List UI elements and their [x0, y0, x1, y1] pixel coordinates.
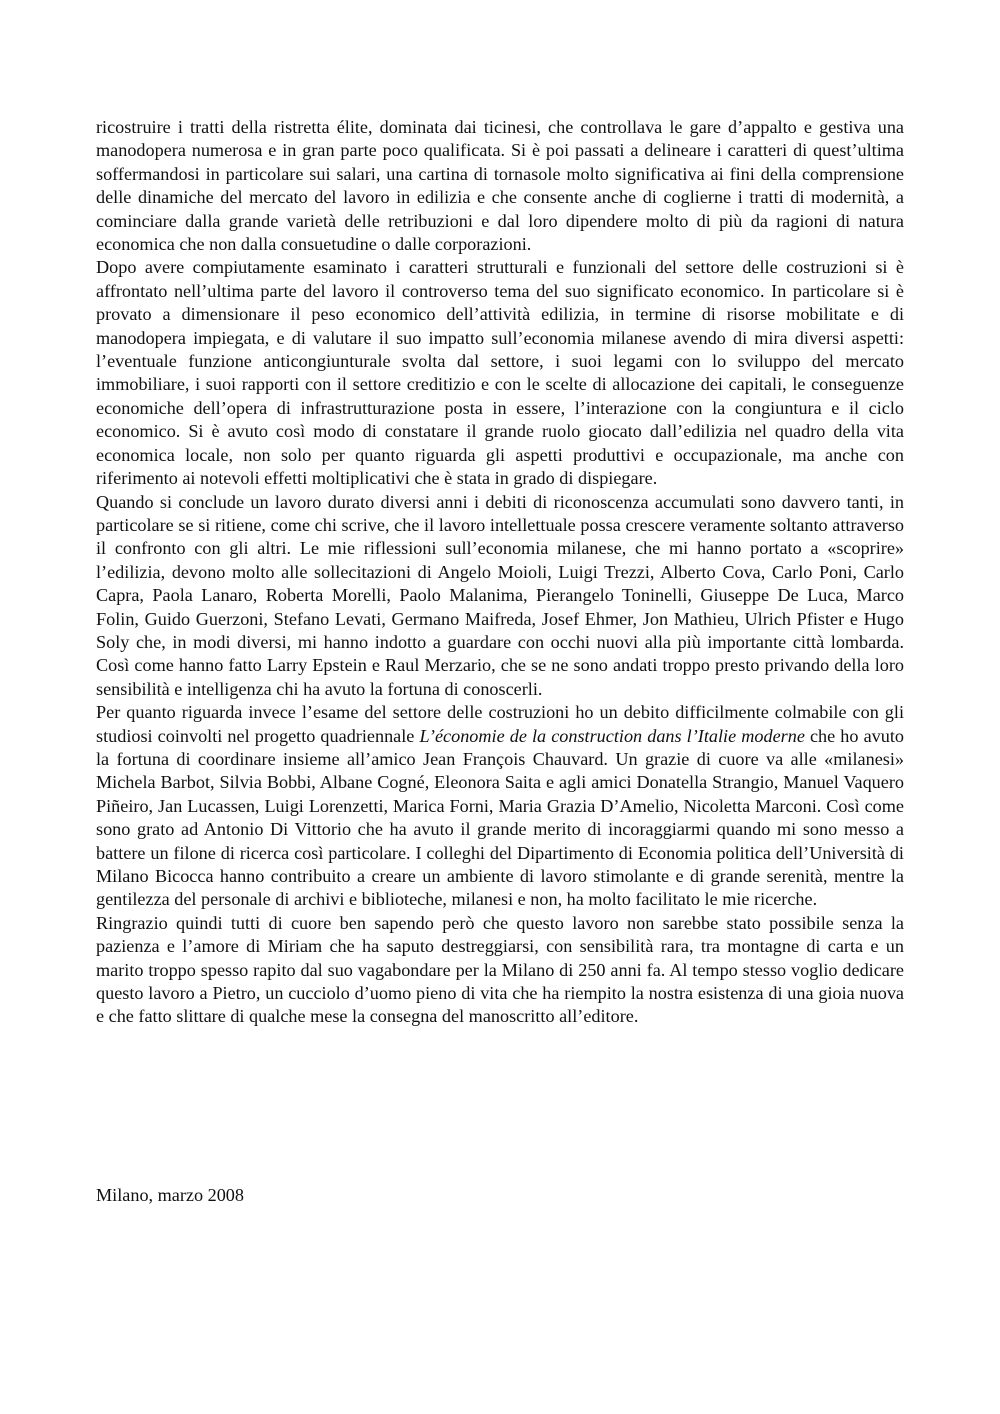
document-body	[96, 116, 904, 1029]
place-date-signature: Milano, marzo 2008	[96, 1185, 244, 1205]
paragraph-1: ricostruire i tratti della ristretta élite, dominata dai ticinesi, che controllava le gare d’appalto e gestiva una manodopera numerosa e in gran parte poco qualificata. Si è poi passati a delineare i caratteri di quest’ultima soffermandosi in particolare sui salari, una cartina di tornasole molto significativa ai fini della comprensione delle dinamiche del mercato del lavoro in edilizia e che consente anche di coglierne i tratti di modernità, a cominciare dalla grande varietà delle retribuzioni e dal loro dipendere molto di più da ragioni di natura economica che non dalla consuetudine o dalle corporazioni.	[96, 117, 904, 255]
project-title: L’économie de la construction dans l’Italie moderne	[419, 725, 805, 746]
paragraph-3: Quando si conclude un lavoro durato diversi anni i debiti di riconoscenza accumulati sono davvero tanti, in particolare se si ritiene, come chi scrive, che il lavoro intellettuale possa crescere veramente soltanto attraverso il confronto con gli altri. Le mie riflessioni sull’economia milanese, che mi hanno portato a «scoprire» l’edilizia, devono molto alle sollecitazioni di Angelo Moioli, Luigi Trezzi, Alberto Cova, Carlo Poni, Carlo Capra, Paola Lanaro, Roberta Morelli, Paolo Malanima, Pierangelo Toninelli, Giuseppe De Luca, Marco Folin, Guido Guerzoni, Stefano Levati, Germano Maifreda, Josef Ehmer, Jon Mathieu, Ulrich Pfister e Hugo Soly che, in modi diversi, mi hanno indotto a guardare con occhi nuovi alla più importante città lombarda. Così come hanno fatto Larry Epstein e Raul Merzario, che se ne sono andati troppo presto privando della loro sensibilità e intelligenza chi ha avuto la fortuna di conoscerli.	[96, 491, 904, 699]
paragraph-4-text-after: che ho avuto la fortuna di coordinare insieme all’amico Jean François Chauvard. Un grazie di cuore va alle «milanesi» Michela Barbot, Silvia Bobbi, Albane Cogné, Eleonora Saita e agli amici Donatella Strangio, Manuel Vaquero Piñeiro, Jan Lucassen, Luigi Lorenzetti, Marica Forni, Maria Grazia D’Amelio, Nicoletta Marconi. Così come sono grato ad Antonio Di Vittorio che ha avuto il grande merito di incoraggiarmi quando mi sono messo a battere un filone di ricerca così particolare. I colleghi del Dipartimento di Economia politica dell’Università di Milano Bicocca hanno contribuito a creare un ambiente di lavoro stimolante e di grande serenità, mentre la gentilezza del personale di archivi e biblioteche, milanesi e non, ha molto facilitato le mie ricerche.	[96, 725, 904, 910]
paragraph-2: Dopo avere compiutamente esaminato i caratteri strutturali e funzionali del settore delle costruzioni si è affrontato nell’ultima parte del lavoro il controverso tema del suo significato economico. In particolare si è provato a dimensionare il peso economico dell’attività edilizia, in termine di risorse mobilitate e di manodopera impiegata, e di valutare il suo impatto sull’economia milanese avendo di mira diversi aspetti: l’eventuale funzione anticongiunturale svolta dal settore, i suoi legami con lo sviluppo del mercato immobiliare, i suoi rapporti con il settore creditizio e con le scelte di allocazione dei capitali, le conseguenze economiche dell’opera di infrastrutturazione posta in essere, l’interazione con la congiuntura e il ciclo economico. Si è avuto così modo di constatare il grande ruolo giocato dall’edilizia nel quadro della vita economica locale, non solo per quanto riguarda gli aspetti produttivi e occupazionale, ma anche con riferimento ai notevoli effetti moltiplicativi che è stata in grado di dispiegare.	[96, 257, 904, 489]
paragraph-4-text-before: Per quanto riguarda invece l’esame del settore delle costruzioni ho un debito difficilmente colmabile con gli studiosi coinvolti nel progetto quadriennale	[96, 702, 904, 746]
paragraph-5: Ringrazio quindi tutti di cuore ben sapendo però che questo lavoro non sarebbe stato possibile senza la pazienza e l’amore di Miriam che ha saputo destreggiarsi, con sensibilità rara, tra montagne di carta e un marito troppo spesso rapito dal suo vagabondare per la Milano di 250 anni fa. Al tempo stesso voglio dedicare questo lavoro a Pietro, un cucciolo d’uomo pieno di vita che ha riempito la nostra esistenza di una gioia nuova e che fatto slittare di qualche mese la consegna del manoscritto all’editore.	[96, 912, 904, 1027]
paragraph-4	[96, 701, 904, 912]
